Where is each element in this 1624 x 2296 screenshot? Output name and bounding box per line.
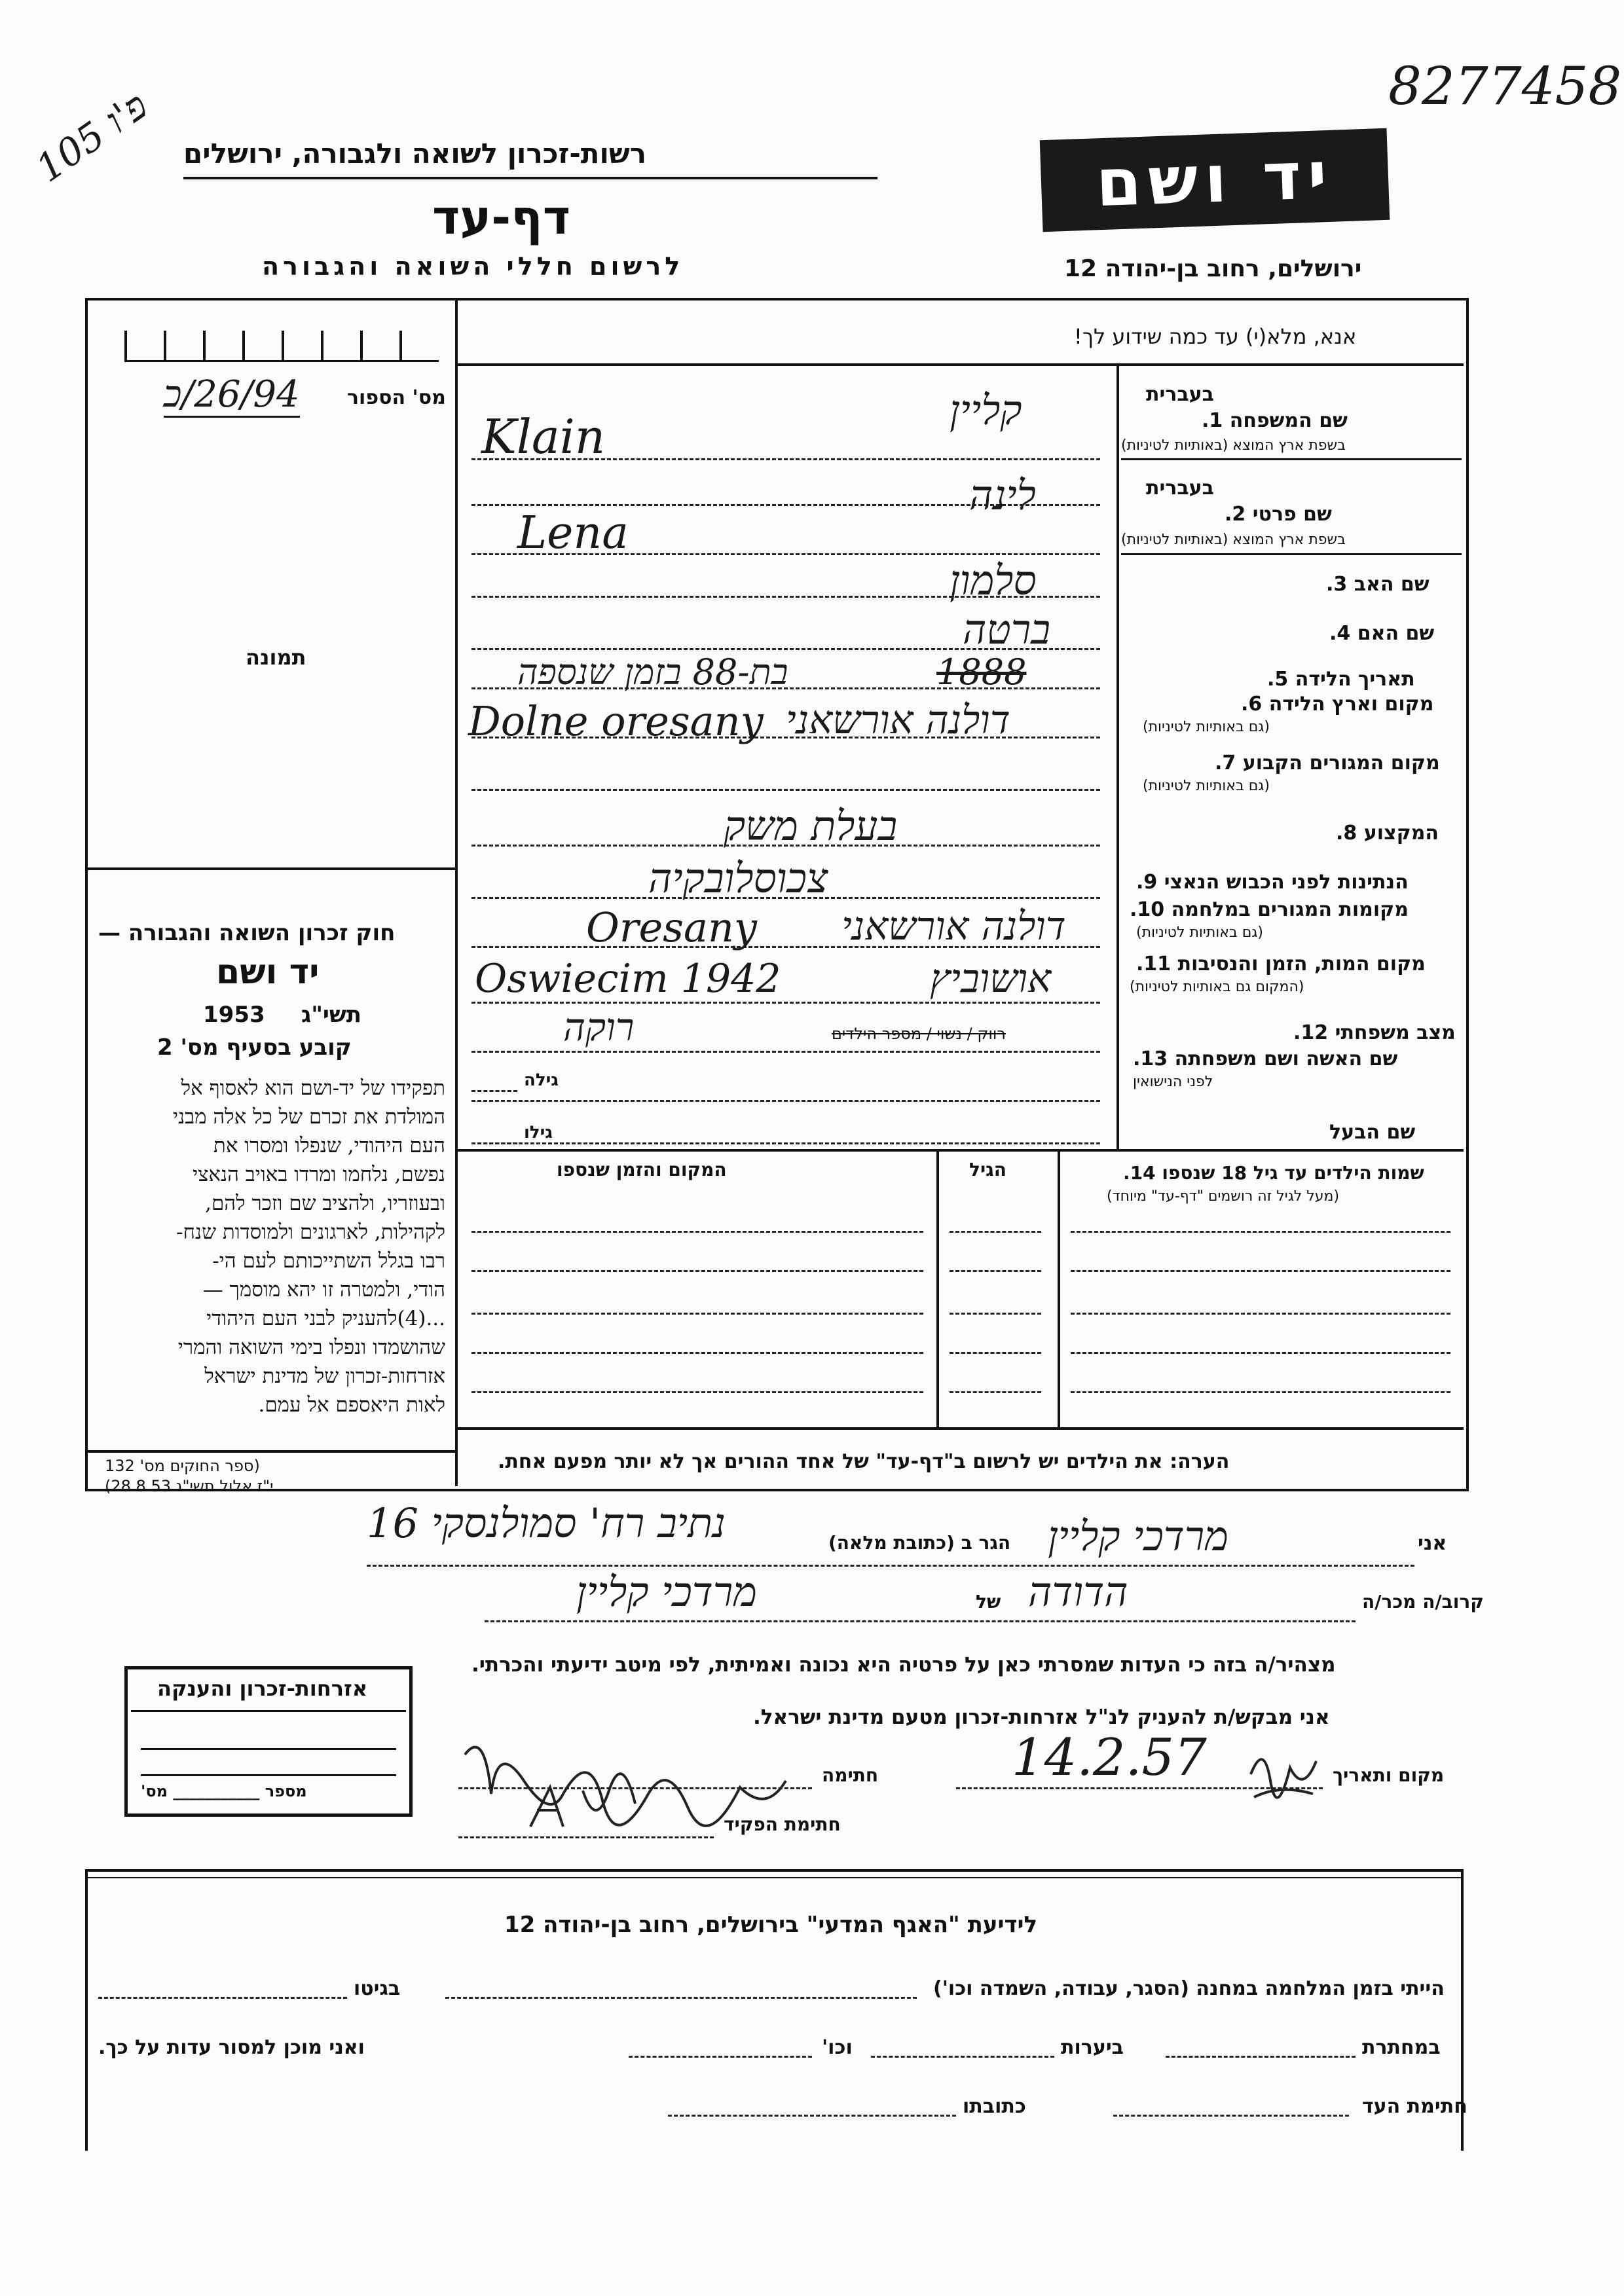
yad-vashem-logo: יד ושם — [1040, 128, 1390, 232]
field-13-sub: לפני הנישואין — [1133, 1074, 1213, 1090]
children-col-rule — [1058, 1149, 1060, 1427]
death-place-hebrew[interactable]: אושוביץ — [930, 956, 1052, 1002]
surname-latin[interactable]: Klain — [481, 409, 606, 464]
children-row — [1071, 1313, 1450, 1315]
field-1-label: שם המשפחה 1. — [1202, 409, 1348, 432]
bottom-line2-b: ביערות — [1061, 2036, 1124, 2059]
citizenship-box-line — [141, 1748, 396, 1750]
field-9-label: הנתינות לפני הכבוש הנאצי 9. — [1136, 871, 1409, 894]
place-date-value[interactable]: 14.2.57 — [1012, 1728, 1207, 1787]
wartime-residence-latin[interactable]: Oresany — [586, 903, 757, 951]
statement: מצהיר/ה בזה כי העדות שמסרתי כאן על פרטיה היא נכונה ואמיתית, לפי מיטב ידיעתי והכרתי. — [471, 1653, 1336, 1677]
address-value[interactable]: נתיב רח' סמולנסקי 16 — [367, 1499, 726, 1547]
law-line: נפשם, נלחמו ומרדו באויב הנאצי — [193, 1163, 445, 1186]
page-number-label: מס' הספור — [347, 386, 446, 409]
field-10-label: מקומות המגורים במלחמה 10. — [1130, 898, 1409, 921]
row-rule — [1121, 458, 1462, 460]
bottom-rule — [85, 1869, 1464, 1872]
field-12-label: מצב משפחתי 12. — [1293, 1021, 1456, 1044]
age-line — [471, 1142, 517, 1144]
relative-value[interactable]: הדודה — [1028, 1568, 1128, 1616]
field-8-label: המקצוע 8. — [1336, 822, 1439, 845]
instruction: אנא, מלא(י) עד כמה שידוע לך! — [1074, 324, 1357, 349]
mother-name[interactable]: ברטה — [963, 606, 1051, 653]
field-2-label: שם פרטי 2. — [1225, 503, 1332, 526]
row-rule — [1121, 553, 1462, 555]
children-row — [950, 1270, 1041, 1272]
field-line — [471, 1142, 1100, 1144]
law-line: ...(4)להעניק לבני העם היהודי — [206, 1307, 445, 1330]
law-area-rule — [85, 1450, 455, 1453]
archive-number: 8277458 — [1388, 56, 1622, 117]
children-row — [950, 1391, 1041, 1393]
institution-name: רשות-זכרון לשואה ולגבורה, ירושלים — [183, 137, 647, 170]
law-line: הודי, ולמטרה זו יהא מוסמך — — [202, 1278, 445, 1302]
law-line: אזרחות-זכרון של מדינת ישראל — [204, 1364, 445, 1388]
instruction-rule — [458, 363, 1464, 366]
field-13-label: שם האשה ושם משפחתה 13. — [1133, 1048, 1398, 1070]
law-logo: יד ושם — [216, 953, 320, 992]
field-7-label: מקום המגורים הקבוע 7. — [1215, 752, 1440, 774]
wife-age-label: גילה — [524, 1070, 559, 1090]
bottom-line — [1166, 2056, 1356, 2058]
header-address: ירושלים, רחוב בן-יהודה 12 — [1064, 255, 1362, 282]
law-line: שהושמדו ונפלו בימי השואה והמרי — [177, 1336, 445, 1359]
law-line: המולדת את זכרם של כל אלה מבני — [172, 1105, 445, 1129]
declarant-name[interactable]: מרדכי קליין — [1048, 1512, 1228, 1560]
children-age-header: הגיל — [969, 1159, 1006, 1180]
declaration-line — [485, 1620, 1356, 1622]
form-subtitle: לרשום חללי השואה והגבורה — [262, 252, 684, 281]
age-line — [471, 1090, 517, 1092]
citizenship-box-title: אזרחות-זכרון והענקה — [157, 1676, 368, 1701]
bottom-line2-end: ואני מוכן למסור עדות על כך. — [98, 2036, 365, 2059]
children-note: הערה: את הילדים יש לרשום ב"דף-עד" של אחד ההורים אך לא יותר מפעם אחת. — [498, 1450, 1230, 1473]
firstname-latin[interactable]: Lena — [517, 507, 629, 559]
declaration-line — [367, 1565, 1414, 1567]
field-line — [471, 1100, 1100, 1102]
bottom-left-edge — [85, 1869, 88, 2151]
citizenship-box-line — [141, 1774, 396, 1776]
request: אני מבקש/ת להעניק לנ"ל אזרחות-זכרון מטעם מדינת ישראל. — [753, 1705, 1330, 1729]
bottom-witness-address: כתובתו — [963, 2095, 1026, 2118]
children-row — [950, 1313, 1041, 1315]
official-signature-label: חתימת הפקיד — [724, 1813, 841, 1835]
children-header-sub: (מעל לגיל זה רושמים "דף-עד" מיוחד) — [1107, 1188, 1340, 1205]
children-row — [471, 1270, 923, 1272]
children-col-rule — [936, 1149, 939, 1427]
header-rule — [183, 177, 877, 179]
marital-status-value[interactable]: רוקה — [563, 1005, 635, 1049]
law-clause: קובע בסעיף מס' 2 — [157, 1034, 352, 1061]
field-line — [471, 789, 1100, 791]
children-header: שמות הילדים עד גיל 18 שנספו 14. — [1123, 1162, 1424, 1184]
law-line: רבו בגלל השתייכותם לעם הי- — [212, 1249, 445, 1273]
field-6-label: מקום וארץ הלידה 6. — [1241, 693, 1434, 716]
husband-label: שם הבעל — [1329, 1121, 1416, 1144]
father-name[interactable]: סלמון — [950, 556, 1037, 604]
law-line: לקהילות, לארגונים ולמוסדות שנח- — [176, 1220, 445, 1244]
law-source-date: י"ז אלול תשי"ג 28.8.53) — [105, 1477, 274, 1495]
nationality-value[interactable]: צכוסלובקיה — [648, 854, 828, 902]
bottom-line — [98, 1997, 347, 1999]
children-row — [950, 1352, 1041, 1354]
children-row — [1071, 1270, 1450, 1272]
wartime-residence-hebrew[interactable]: דולנה אורשאני — [841, 903, 1066, 949]
law-title: חוק זכרון השואה והגבורה — — [98, 920, 396, 946]
citizenship-box-rule — [131, 1710, 406, 1712]
law-line: העם היהודי, שנפלו ומסרו את — [213, 1134, 445, 1157]
field-line — [471, 1051, 1100, 1053]
children-row — [471, 1231, 923, 1233]
law-line: לאות היאספם אל עמם. — [258, 1393, 445, 1417]
children-place-header: המקום והזמן שנספו — [557, 1159, 727, 1180]
of-value[interactable]: מרדכי קליין — [576, 1568, 757, 1616]
labels-column-divider — [1116, 363, 1119, 1149]
bottom-title: לידיעת "האגף המדעי" בירושלים, רחוב בן-יהודה 12 — [504, 1912, 1038, 1938]
children-row — [950, 1231, 1041, 1233]
field-line — [471, 1002, 1100, 1004]
bottom-line — [445, 1997, 917, 1999]
bottom-line1-end: בגיטו — [354, 1977, 401, 2000]
signature-scribble — [452, 1728, 819, 1840]
birthplace-latin[interactable]: Dolne oresany — [468, 697, 764, 745]
children-table-top — [458, 1149, 1464, 1152]
declarant-label: אני — [1418, 1532, 1447, 1555]
children-row — [471, 1352, 923, 1354]
page-note-stamp: פ'ו 105 — [28, 82, 156, 191]
law-body — [92, 1074, 445, 1419]
tick-strip — [124, 331, 439, 362]
field-3-label: שם האב 3. — [1326, 573, 1430, 596]
in-hebrew-1: בעברית — [1146, 383, 1214, 406]
bottom-witness-signature: חתימת העד — [1362, 2095, 1467, 2118]
left-column-divider — [455, 298, 458, 1486]
children-row — [1071, 1231, 1450, 1233]
law-source: (ספר החוקים מס' 132 — [105, 1457, 260, 1475]
field-11-label: מקום המות, הזמן והנסיבות 11. — [1136, 953, 1426, 975]
place-date-label: מקום ותאריך — [1333, 1764, 1445, 1786]
surname-hebrew[interactable]: קליין — [950, 386, 1022, 434]
date-scribble — [1244, 1735, 1323, 1807]
birth-date-value[interactable]: בת-88 בזמן שנספה — [517, 651, 788, 693]
birthplace-hebrew[interactable]: דולנה אורשאני — [786, 697, 1010, 743]
bottom-line — [871, 2056, 1054, 2058]
field-11-sub: (המקום גם באותיות לטיניות) — [1130, 979, 1304, 995]
children-row — [1071, 1352, 1450, 1354]
page-number-value[interactable]: 26/94/כ — [164, 373, 300, 418]
field-2-sub: בשפת ארץ המוצא (באותיות לטיניות) — [1121, 532, 1346, 548]
bottom-rule-thin — [85, 1877, 1464, 1878]
husband-age-label: גילו — [524, 1123, 553, 1142]
law-line: תפקידו של יד-ושם הוא לאסוף אל — [181, 1076, 445, 1100]
children-row — [471, 1313, 923, 1315]
firstname-hebrew[interactable]: לינה — [969, 471, 1036, 519]
bottom-line — [668, 2115, 956, 2117]
law-year-hebrew: תשי"ג — [301, 1002, 361, 1028]
relative-label: קרוב/ה מכר/ה — [1362, 1591, 1484, 1613]
bottom-line — [629, 2056, 812, 2058]
of-label: של — [976, 1591, 1001, 1613]
marital-options: רווק / נשוי / מספר הילדים — [832, 1025, 1006, 1043]
in-hebrew-2: בעברית — [1146, 477, 1214, 500]
field-4-label: שם האם 4. — [1329, 622, 1435, 645]
profession-value[interactable]: בעלת משק — [724, 802, 898, 850]
photo-label: תמונה — [246, 645, 306, 670]
photo-area-rule — [85, 867, 455, 870]
bottom-line1: הייתי בזמן המלחמה במחנה (הסגר, עבודה, השמדה וכו') — [933, 1977, 1445, 2000]
note-rule — [458, 1427, 1464, 1430]
children-row — [1071, 1391, 1450, 1393]
form-title: דף-עד — [432, 190, 571, 245]
bottom-line — [1113, 2115, 1349, 2117]
citizenship-number-label: מספר ___________ מס' — [141, 1782, 307, 1800]
bottom-line2-c: וכו' — [822, 2036, 853, 2059]
field-10-sub: (גם באותיות לטיניות) — [1136, 924, 1263, 941]
field-6-sub: (גם באותיות לטיניות) — [1143, 719, 1270, 735]
field-5-label: תאריך הלידה 5. — [1267, 668, 1415, 691]
law-line: ובעוזריו, ולהציב שם וזכר להם, — [205, 1192, 445, 1215]
death-place-latin[interactable]: Oswiecim 1942 — [475, 956, 781, 1002]
signature-label: חתימה — [822, 1764, 879, 1786]
birth-date-struck: 1888 — [936, 651, 1027, 693]
children-row — [471, 1391, 923, 1393]
field-1-sub: בשפת ארץ המוצא (באותיות לטיניות) — [1121, 437, 1346, 454]
law-year: 1953 — [203, 1002, 265, 1028]
field-7-sub: (גם באותיות לטיניות) — [1143, 778, 1270, 794]
address-label: הגר ב (כתובת מלאה) — [828, 1532, 1011, 1554]
bottom-line2-a: במחתרת — [1362, 2036, 1441, 2059]
